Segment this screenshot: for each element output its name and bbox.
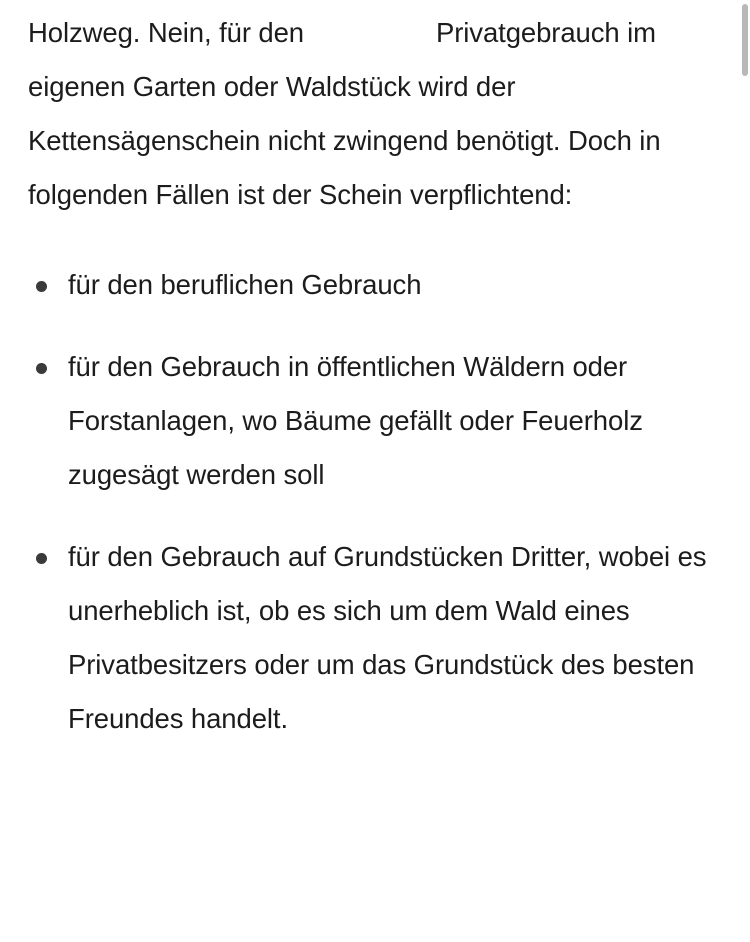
list-item-label: für den Gebrauch auf Grundstücken Dritter, wobei es unerheblich ist, ob es sich um dem Wald eines Privatbesitzers oder um das Grundstück des besten Freundes handelt. <box>68 541 707 734</box>
bullet-dot-icon <box>36 363 47 374</box>
intro-paragraph <box>28 0 720 222</box>
requirements-list <box>28 222 720 746</box>
list-item <box>28 530 720 746</box>
list-item-label: für den Gebrauch in öffentlichen Wäldern oder Forstanlagen, wo Bäume gefällt oder Feuerholz zugesägt werden soll <box>68 351 643 490</box>
bullet-dot-icon <box>36 281 47 292</box>
list-item <box>28 258 720 312</box>
paragraph-lead: Holzweg. Nein, für den <box>28 17 304 48</box>
list-item-label: für den beruflichen Gebrauch <box>68 269 422 300</box>
paragraph-body: Privatgebrauch im eigenen Garten oder Waldstück wird der Kettensägenschein nicht zwingend benötigt. Doch in folgenden Fällen ist der Schein verpflichtend: <box>28 17 661 210</box>
bullet-dot-icon <box>36 553 47 564</box>
vertical-scrollbar[interactable] <box>740 0 750 942</box>
scrollbar-thumb[interactable] <box>742 4 748 76</box>
list-item <box>28 340 720 502</box>
